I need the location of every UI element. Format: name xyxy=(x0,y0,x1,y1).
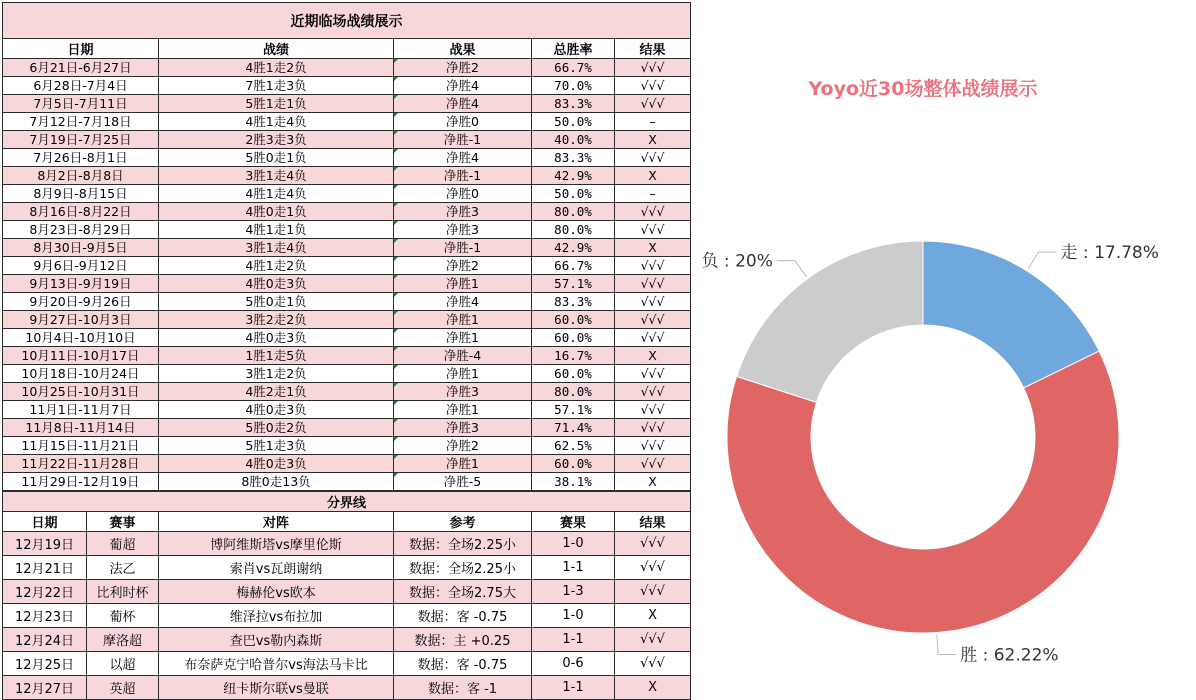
row-win-rate: 83.3% xyxy=(532,149,615,167)
row-date: 12月27日 xyxy=(3,676,87,700)
cell-marker-icon xyxy=(394,275,398,279)
row-record: 4胜1走4负 xyxy=(159,185,394,203)
row-fixture: 梅赫伦vs欧本 xyxy=(159,580,394,604)
row-outcome: 净胜-1 xyxy=(394,167,532,185)
row-date: 11月15日-11月21日 xyxy=(3,437,159,455)
row-record: 4胜1走2负 xyxy=(159,257,394,275)
row-date: 9月6日-9月12日 xyxy=(3,257,159,275)
row-date: 11月29日-12月19日 xyxy=(3,473,159,491)
cell-marker-icon xyxy=(394,311,398,315)
table-row xyxy=(3,652,691,676)
row-outcome: 净胜3 xyxy=(394,383,532,401)
row-record: 3胜1走4负 xyxy=(159,239,394,257)
row-outcome: 净胜1 xyxy=(394,329,532,347)
cell-marker-icon xyxy=(394,113,398,117)
row-result: √√√ xyxy=(615,77,691,95)
row-result: X xyxy=(615,239,691,257)
row-record: 5胜0走1负 xyxy=(159,149,394,167)
row-date: 10月11日-10月17日 xyxy=(3,347,159,365)
cell-marker-icon xyxy=(394,239,398,243)
slice-label-0: 走 : 17.78% xyxy=(1060,243,1159,264)
row-result: √√√ xyxy=(615,59,691,77)
cell-marker-icon xyxy=(394,167,398,171)
table-row xyxy=(3,113,691,131)
row-date: 10月18日-10月24日 xyxy=(3,365,159,383)
row-record: 7胜1走3负 xyxy=(159,77,394,95)
row-win-rate: 16.7% xyxy=(532,347,615,365)
row-reference: 数据：全场2.25小 xyxy=(394,532,532,556)
row-fixture: 索肖vs瓦朗谢纳 xyxy=(159,556,394,580)
row-date: 7月12日-7月18日 xyxy=(3,113,159,131)
row-win-rate: 42.9% xyxy=(532,239,615,257)
row-score: 0-6 xyxy=(532,652,615,676)
donut-chart xyxy=(690,0,1196,695)
table-row xyxy=(3,437,691,455)
table-row xyxy=(3,365,691,383)
row-reference: 数据：全场2.75大 xyxy=(394,580,532,604)
table-row xyxy=(3,347,691,365)
row-win-rate: 83.3% xyxy=(532,95,615,113)
row-result: X xyxy=(615,131,691,149)
row-date: 8月16日-8月22日 xyxy=(3,203,159,221)
row-win-rate: 70.0% xyxy=(532,77,615,95)
table-row xyxy=(3,221,691,239)
table-row xyxy=(3,473,691,491)
row-fixture: 布奈萨克宁哈普尔vs海法马卡比 xyxy=(159,652,394,676)
row-record: 4胜1走2负 xyxy=(159,59,394,77)
row-outcome: 净胜-5 xyxy=(394,473,532,491)
cell-marker-icon xyxy=(394,455,398,459)
row-competition: 比利时杯 xyxy=(87,580,159,604)
header-fixture: 对阵 xyxy=(159,512,394,532)
row-date: 9月27日-10月3日 xyxy=(3,311,159,329)
slice-label-1: 胜 : 62.22% xyxy=(960,645,1059,666)
table-row xyxy=(3,275,691,293)
cell-marker-icon xyxy=(394,221,398,225)
row-win-rate: 57.1% xyxy=(532,275,615,293)
row-date: 11月8日-11月14日 xyxy=(3,419,159,437)
row-date: 11月22日-11月28日 xyxy=(3,455,159,473)
row-outcome: 净胜2 xyxy=(394,257,532,275)
row-result: √√√ xyxy=(615,257,691,275)
row-record: 3胜1走2负 xyxy=(159,365,394,383)
row-outcome: 净胜0 xyxy=(394,113,532,131)
row-result: X xyxy=(615,676,691,700)
row-date: 10月25日-10月31日 xyxy=(3,383,159,401)
row-date: 8月30日-9月5日 xyxy=(3,239,159,257)
row-record: 4胜1走1负 xyxy=(159,221,394,239)
row-outcome: 净胜-1 xyxy=(394,239,532,257)
slice-1 xyxy=(727,351,1119,633)
table-title: 近期临场战绩展示 xyxy=(3,3,691,39)
table-row xyxy=(3,131,691,149)
row-outcome: 净胜1 xyxy=(394,275,532,293)
row-date: 12月23日 xyxy=(3,604,87,628)
table-row xyxy=(3,676,691,700)
leader-line-2 xyxy=(777,261,807,277)
row-win-rate: 50.0% xyxy=(532,113,615,131)
header-reference: 参考 xyxy=(394,512,532,532)
row-win-rate: 66.7% xyxy=(532,59,615,77)
row-outcome: 净胜4 xyxy=(394,293,532,311)
row-date: 8月2日-8月8日 xyxy=(3,167,159,185)
row-win-rate: 40.0% xyxy=(532,131,615,149)
row-win-rate: 83.3% xyxy=(532,293,615,311)
table-row xyxy=(3,239,691,257)
row-result: √√√ xyxy=(615,401,691,419)
row-date: 12月19日 xyxy=(3,532,87,556)
table-row xyxy=(3,329,691,347)
row-result: X xyxy=(615,347,691,365)
header-competition: 赛事 xyxy=(87,512,159,532)
row-win-rate: 60.0% xyxy=(532,329,615,347)
row-result: √√√ xyxy=(615,203,691,221)
row-score: 1-1 xyxy=(532,676,615,700)
row-result: √√√ xyxy=(615,329,691,347)
row-result: X xyxy=(615,167,691,185)
header-outcome: 战果 xyxy=(394,39,532,59)
row-outcome: 净胜1 xyxy=(394,311,532,329)
row-date: 9月13日-9月19日 xyxy=(3,275,159,293)
table-row xyxy=(3,311,691,329)
row-outcome: 净胜1 xyxy=(394,365,532,383)
row-fixture: 维泽拉vs布拉加 xyxy=(159,604,394,628)
cell-marker-icon xyxy=(394,329,398,333)
row-record: 3胜2走2负 xyxy=(159,311,394,329)
row-outcome: 净胜2 xyxy=(394,59,532,77)
leader-line-1 xyxy=(937,635,956,655)
row-reference: 数据：全场2.25小 xyxy=(394,556,532,580)
row-record: 5胜0走1负 xyxy=(159,293,394,311)
row-result: √√√ xyxy=(615,419,691,437)
chart-title: Yoyo近30场整体战绩展示 xyxy=(808,78,1038,100)
row-date: 12月25日 xyxy=(3,652,87,676)
row-outcome: 净胜3 xyxy=(394,419,532,437)
row-win-rate: 62.5% xyxy=(532,437,615,455)
cell-marker-icon xyxy=(394,185,398,189)
weekly-record-table xyxy=(2,2,691,491)
row-date: 8月9日-8月15日 xyxy=(3,185,159,203)
row-result: √√√ xyxy=(615,532,691,556)
row-result: √√√ xyxy=(615,383,691,401)
row-result: √√√ xyxy=(615,652,691,676)
row-fixture: 纽卡斯尔联vs曼联 xyxy=(159,676,394,700)
row-result: – xyxy=(615,113,691,131)
row-win-rate: 80.0% xyxy=(532,203,615,221)
row-win-rate: 60.0% xyxy=(532,365,615,383)
cell-marker-icon xyxy=(394,365,398,369)
cell-marker-icon xyxy=(394,437,398,441)
table-row xyxy=(3,383,691,401)
row-score: 1-1 xyxy=(532,628,615,652)
row-outcome: 净胜0 xyxy=(394,185,532,203)
row-win-rate: 57.1% xyxy=(532,401,615,419)
row-record: 4胜2走1负 xyxy=(159,383,394,401)
row-outcome: 净胜1 xyxy=(394,401,532,419)
cell-marker-icon xyxy=(394,401,398,405)
cell-marker-icon xyxy=(394,131,398,135)
cell-marker-icon xyxy=(394,59,398,63)
row-competition: 葡杯 xyxy=(87,604,159,628)
row-result: √√√ xyxy=(615,95,691,113)
record-tables xyxy=(2,2,690,700)
row-outcome: 净胜3 xyxy=(394,221,532,239)
row-record: 4胜0走3负 xyxy=(159,455,394,473)
cell-marker-icon xyxy=(394,419,398,423)
row-reference: 数据：主 +0.25 xyxy=(394,628,532,652)
row-outcome: 净胜2 xyxy=(394,437,532,455)
row-result: X xyxy=(615,604,691,628)
table-row xyxy=(3,401,691,419)
row-outcome: 净胜3 xyxy=(394,203,532,221)
row-reference: 数据：客 -0.75 xyxy=(394,652,532,676)
row-record: 8胜0走13负 xyxy=(159,473,394,491)
match-table xyxy=(2,491,691,700)
table-row xyxy=(3,419,691,437)
row-win-rate: 60.0% xyxy=(532,311,615,329)
row-win-rate: 60.0% xyxy=(532,455,615,473)
row-date: 7月26日-8月1日 xyxy=(3,149,159,167)
row-win-rate: 71.4% xyxy=(532,419,615,437)
row-date: 8月23日-8月29日 xyxy=(3,221,159,239)
row-date: 6月28日-7月4日 xyxy=(3,77,159,95)
row-record: 2胜3走3负 xyxy=(159,131,394,149)
row-outcome: 净胜4 xyxy=(394,77,532,95)
table-row xyxy=(3,628,691,652)
row-win-rate: 66.7% xyxy=(532,257,615,275)
row-score: 1-3 xyxy=(532,580,615,604)
row-record: 3胜1走4负 xyxy=(159,167,394,185)
row-competition: 法乙 xyxy=(87,556,159,580)
row-record: 5胜0走2负 xyxy=(159,419,394,437)
header-win-rate: 总胜率 xyxy=(532,39,615,59)
row-result: √√√ xyxy=(615,455,691,473)
table-row xyxy=(3,77,691,95)
row-outcome: 净胜-4 xyxy=(394,347,532,365)
row-win-rate: 80.0% xyxy=(532,221,615,239)
table-row xyxy=(3,604,691,628)
header-date: 日期 xyxy=(3,39,159,59)
table-row xyxy=(3,149,691,167)
row-win-rate: 50.0% xyxy=(532,185,615,203)
row-date: 12月21日 xyxy=(3,556,87,580)
row-outcome: 净胜4 xyxy=(394,95,532,113)
row-outcome: 净胜-1 xyxy=(394,131,532,149)
table-row xyxy=(3,532,691,556)
table-row xyxy=(3,556,691,580)
row-record: 4胜0走3负 xyxy=(159,275,394,293)
header-result: 结果 xyxy=(615,39,691,59)
row-record: 4胜0走3负 xyxy=(159,329,394,347)
table-row xyxy=(3,59,691,77)
cell-marker-icon xyxy=(394,383,398,387)
row-date: 11月1日-11月7日 xyxy=(3,401,159,419)
row-record: 5胜1走3负 xyxy=(159,437,394,455)
row-date: 9月20日-9月26日 xyxy=(3,293,159,311)
row-date: 6月21日-6月27日 xyxy=(3,59,159,77)
row-date: 10月4日-10月10日 xyxy=(3,329,159,347)
row-result: √√√ xyxy=(615,293,691,311)
row-result: √√√ xyxy=(615,556,691,580)
header-score: 赛果 xyxy=(532,512,615,532)
leader-line-0 xyxy=(1028,252,1057,269)
row-result: – xyxy=(615,185,691,203)
row-score: 1-1 xyxy=(532,556,615,580)
header-date: 日期 xyxy=(3,512,87,532)
row-score: 1-0 xyxy=(532,604,615,628)
table-row xyxy=(3,293,691,311)
row-record: 5胜1走1负 xyxy=(159,95,394,113)
row-date: 7月19日-7月25日 xyxy=(3,131,159,149)
table-row xyxy=(3,167,691,185)
header-result: 结果 xyxy=(615,512,691,532)
row-record: 1胜1走5负 xyxy=(159,347,394,365)
row-win-rate: 42.9% xyxy=(532,167,615,185)
cell-marker-icon xyxy=(394,77,398,81)
row-competition: 英超 xyxy=(87,676,159,700)
cell-marker-icon xyxy=(394,473,398,477)
row-reference: 数据：客 -1 xyxy=(394,676,532,700)
row-competition: 摩洛超 xyxy=(87,628,159,652)
row-result: √√√ xyxy=(615,580,691,604)
table-row xyxy=(3,203,691,221)
row-score: 1-0 xyxy=(532,532,615,556)
table-row xyxy=(3,580,691,604)
row-result: √√√ xyxy=(615,149,691,167)
divider-row: 分界线 xyxy=(3,492,691,512)
row-outcome: 净胜4 xyxy=(394,149,532,167)
cell-marker-icon xyxy=(394,347,398,351)
row-result: √√√ xyxy=(615,221,691,239)
table-row xyxy=(3,95,691,113)
cell-marker-icon xyxy=(394,257,398,261)
cell-marker-icon xyxy=(394,293,398,297)
table-row xyxy=(3,185,691,203)
row-fixture: 查巴vs勒内森斯 xyxy=(159,628,394,652)
row-date: 12月22日 xyxy=(3,580,87,604)
slice-label-2: 负 : 20% xyxy=(701,251,773,272)
row-outcome: 净胜1 xyxy=(394,455,532,473)
row-result: √√√ xyxy=(615,365,691,383)
row-result: √√√ xyxy=(615,628,691,652)
cell-marker-icon xyxy=(394,95,398,99)
row-fixture: 博阿维斯塔vs摩里伦斯 xyxy=(159,532,394,556)
row-competition: 葡超 xyxy=(87,532,159,556)
row-date: 7月5日-7月11日 xyxy=(3,95,159,113)
row-result: √√√ xyxy=(615,275,691,293)
row-record: 4胜1走4负 xyxy=(159,113,394,131)
cell-marker-icon xyxy=(394,149,398,153)
cell-marker-icon xyxy=(394,203,398,207)
row-result: √√√ xyxy=(615,437,691,455)
table-row xyxy=(3,455,691,473)
row-win-rate: 80.0% xyxy=(532,383,615,401)
row-reference: 数据：客 -0.75 xyxy=(394,604,532,628)
table-row xyxy=(3,257,691,275)
row-result: √√√ xyxy=(615,311,691,329)
row-win-rate: 38.1% xyxy=(532,473,615,491)
row-competition: 以超 xyxy=(87,652,159,676)
row-record: 4胜0走3负 xyxy=(159,401,394,419)
row-date: 12月24日 xyxy=(3,628,87,652)
row-record: 4胜0走1负 xyxy=(159,203,394,221)
row-result: X xyxy=(615,473,691,491)
header-record: 战绩 xyxy=(159,39,394,59)
